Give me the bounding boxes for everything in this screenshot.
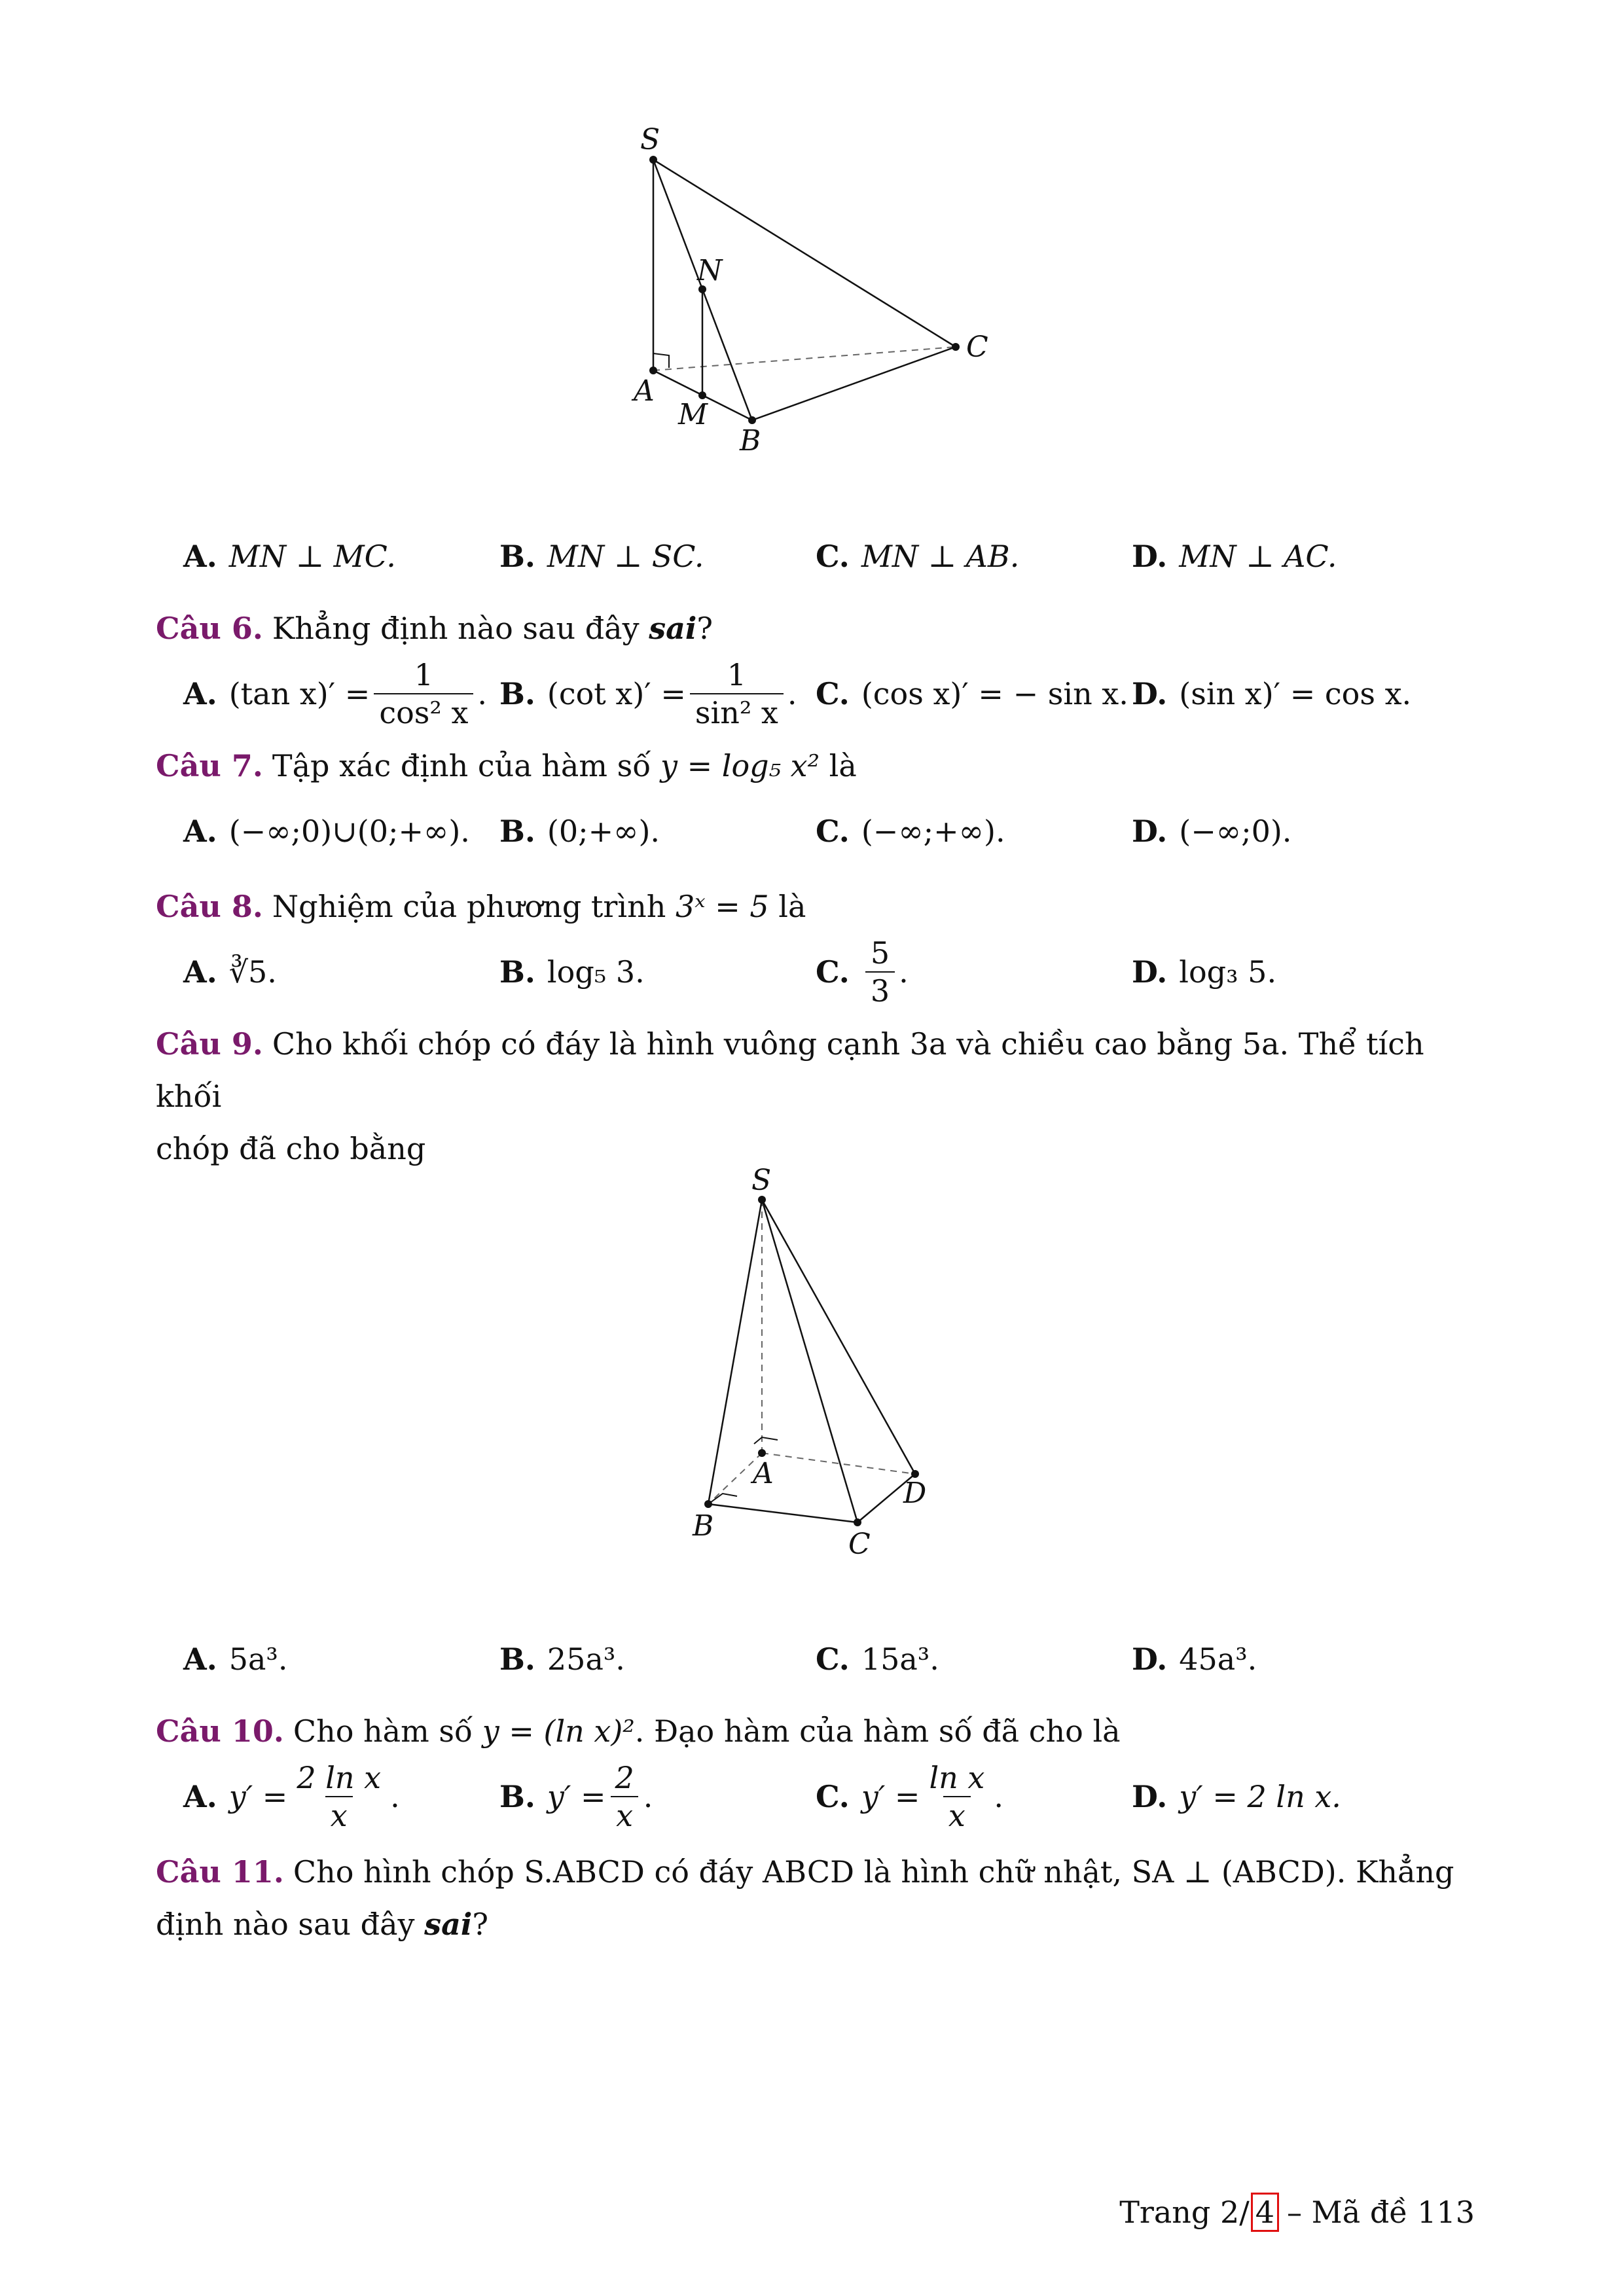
- q7-options: [0, 792, 1624, 870]
- q9-option-d[interactable]: D. 45a³.: [1132, 1641, 1257, 1677]
- q8-option-b[interactable]: B. log₅ 3.: [499, 954, 645, 990]
- question-9: Câu 9. Cho khối chóp có đáy là hình vuông cạnh 3a và chiều cao bằng 5a. Thể tích khối chóp đã cho bằng: [156, 1026, 1424, 1166]
- label-s: S: [640, 123, 660, 156]
- q5-option-b[interactable]: B. MN ⊥ SC.: [499, 539, 704, 574]
- label-n: N: [697, 254, 723, 287]
- q9-options: [0, 1620, 1624, 1698]
- q5-option-a[interactable]: A. MN ⊥ MC.: [183, 539, 396, 574]
- q10-option-b[interactable]: B. y′ = $\frac{2}{x}$ .: [499, 1759, 653, 1833]
- q8-option-c[interactable]: C. $\frac{5}{3}$ .: [816, 935, 909, 1009]
- q6-option-a[interactable]: A. (tan x)′ = $\frac{1}{\text{cos² x}}$ .: [183, 656, 488, 730]
- q7-option-a[interactable]: A. (−∞;0)∪(0;+∞).: [183, 814, 470, 849]
- q7-option-c[interactable]: C. (−∞;+∞).: [816, 814, 1005, 849]
- q6-option-d[interactable]: D. (sin x)′ = cos x.: [1132, 676, 1412, 711]
- q10-option-a[interactable]: A. y′ = $\frac{\text{2 ln x}}{x}$ .: [183, 1759, 400, 1833]
- q7-option-d[interactable]: D. (−∞;0).: [1132, 814, 1292, 849]
- question-10: Câu 10. Cho hàm số y = (ln x)². Đạo hàm của hàm số đã cho là: [156, 1713, 1121, 1749]
- figure-pyramid-sabcd: [655, 1152, 982, 1571]
- q8-option-a[interactable]: A. ∛5.: [183, 954, 277, 990]
- q9-option-c[interactable]: C. 15a³.: [816, 1641, 939, 1677]
- q9-option-b[interactable]: B. 25a³.: [499, 1641, 625, 1677]
- label-b: B: [693, 1509, 714, 1543]
- page-footer: Trang 2/ 4 – Mã đề 113: [1119, 2193, 1475, 2232]
- label-b: B: [740, 424, 761, 457]
- q5-option-d[interactable]: D. MN ⊥ AC.: [1132, 539, 1337, 574]
- label-a: A: [753, 1457, 774, 1490]
- label-c: C: [848, 1528, 871, 1561]
- q10-options: [0, 1757, 1624, 1836]
- q8-options: [0, 933, 1624, 1011]
- q10-option-d[interactable]: D. y′ = 2 ln x.: [1132, 1779, 1341, 1814]
- q10-option-c[interactable]: C. y′ = $\frac{\text{ln x}}{x}$ .: [816, 1759, 1003, 1833]
- q6-option-c[interactable]: C. (cos x)′ = − sin x.: [816, 676, 1128, 711]
- q6-option-b[interactable]: B. (cot x)′ = $\frac{1}{\text{sin² x}}$ .: [499, 656, 797, 730]
- label-c: C: [966, 331, 988, 364]
- question-6: Câu 6. Khẳng định nào sau đây sai?: [156, 611, 713, 646]
- q9-option-a[interactable]: A. 5a³.: [183, 1641, 288, 1677]
- label-m: M: [678, 398, 708, 431]
- q8-option-d[interactable]: D. log₃ 5.: [1132, 954, 1277, 990]
- q5-option-c[interactable]: C. MN ⊥ AB.: [816, 539, 1020, 574]
- figure-pyramid-snabc: [589, 111, 1060, 478]
- page-total-link[interactable]: 4: [1251, 2193, 1279, 2232]
- q6-options: [0, 655, 1624, 733]
- q5-options: [0, 517, 1624, 596]
- label-a: A: [634, 374, 655, 408]
- label-s: S: [751, 1164, 772, 1197]
- q7-option-b[interactable]: B. (0;+∞).: [499, 814, 660, 849]
- question-11: Câu 11. Cho hình chóp S.ABCD có đáy ABCD là hình chữ nhật, SA ⊥ (ABCD). Khẳng định nào sau đây sai?: [156, 1854, 1454, 1942]
- label-d: D: [903, 1477, 927, 1510]
- question-7: Câu 7. Tập xác định của hàm số y = log₅ x² là: [156, 748, 857, 783]
- question-8: Câu 8. Nghiệm của phương trình 3ˣ = 5 là: [156, 889, 806, 924]
